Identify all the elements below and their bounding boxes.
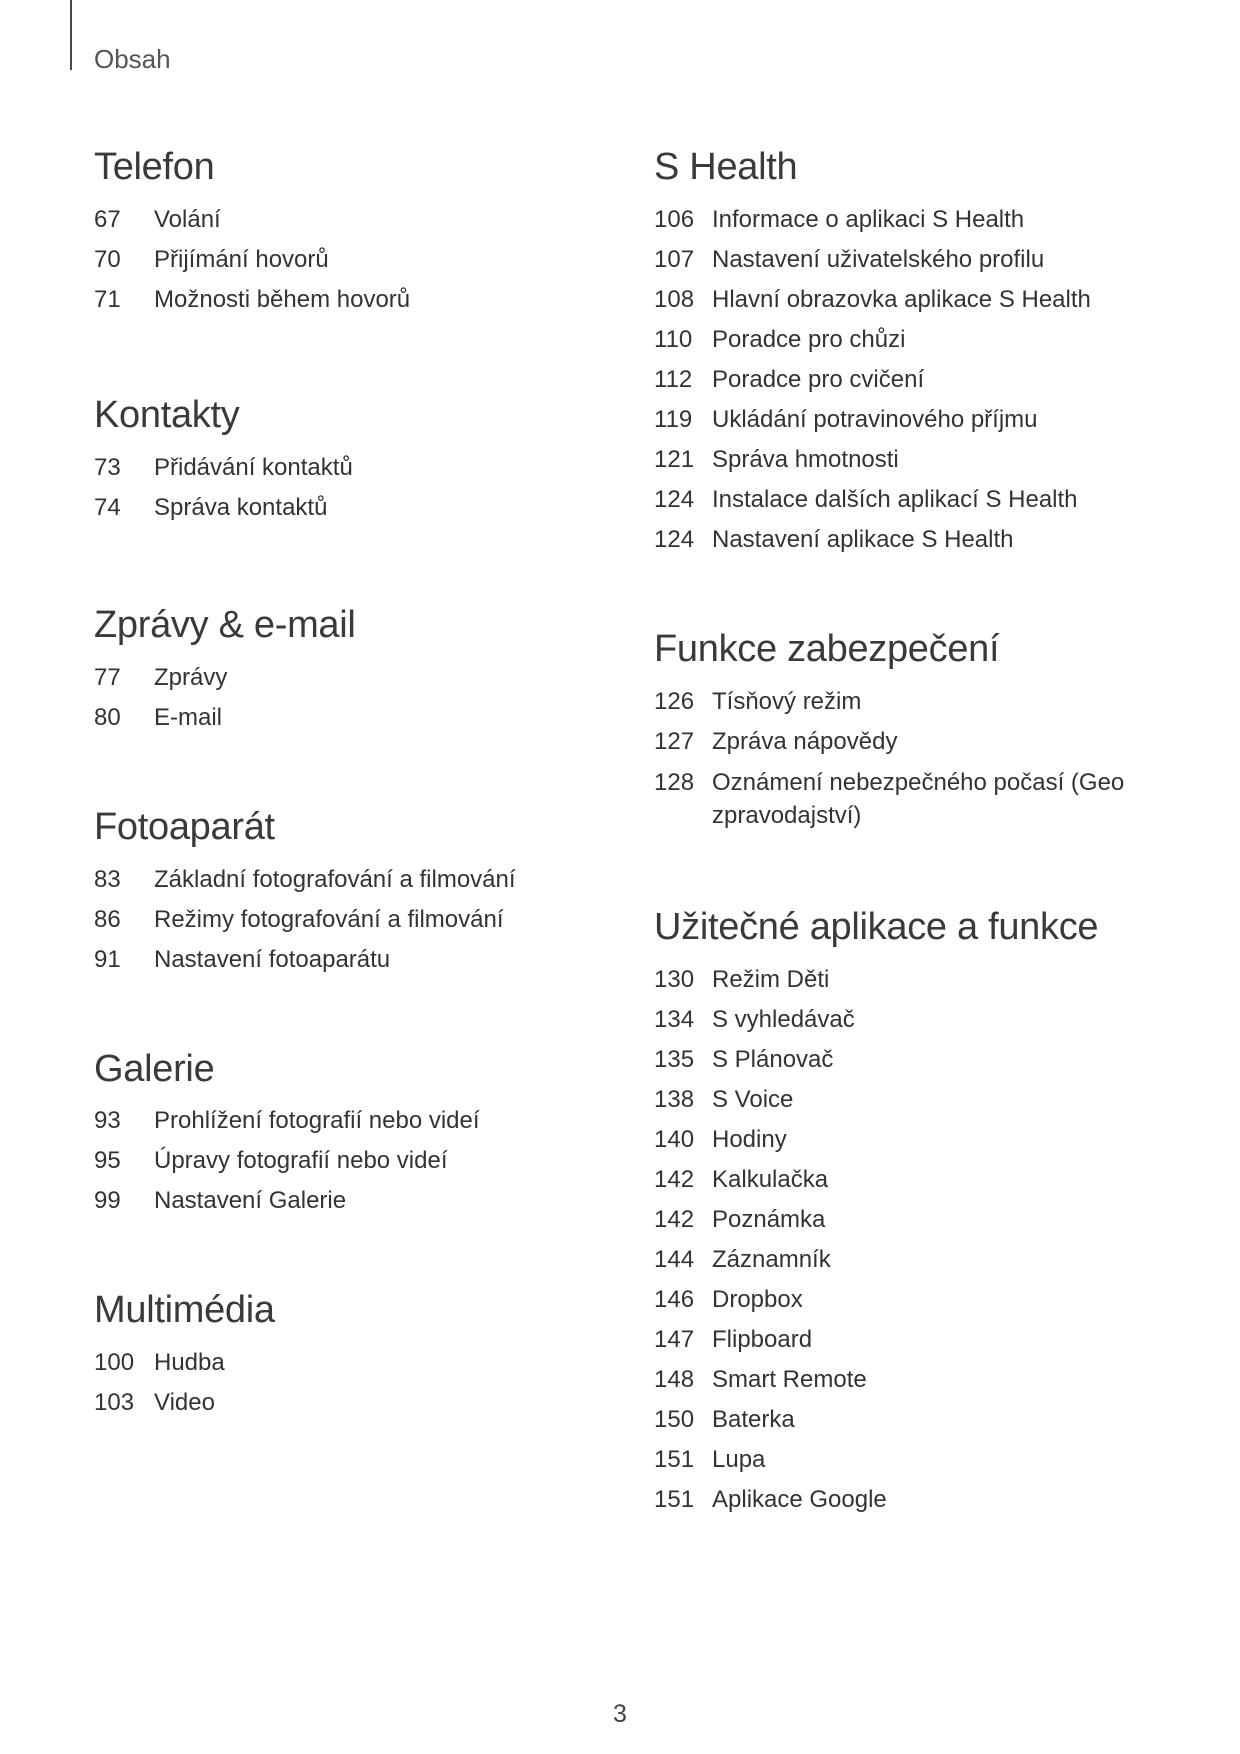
toc-entry-title: Záznamník [712, 1245, 831, 1273]
toc-entry[interactable] [654, 1040, 1214, 1080]
toc-page-number: 144 [654, 1245, 695, 1273]
toc-entry-title: Kalkulačka [712, 1165, 829, 1193]
toc-page-number: 67 [94, 205, 121, 233]
toc-entry-title: Správa hmotnosti [712, 445, 899, 473]
toc-page-number: 73 [94, 453, 121, 481]
toc-page-number: 74 [94, 493, 121, 521]
toc-entry-title: Přidávání kontaktů [154, 453, 353, 481]
toc-page-number: 147 [654, 1325, 695, 1353]
toc-entry-title: Režim Děti [712, 965, 830, 993]
toc-page-number: 99 [94, 1187, 121, 1215]
toc-page-number: 70 [94, 245, 121, 273]
toc-entry-title: Lupa [712, 1445, 766, 1473]
toc-entry[interactable] [654, 1200, 1214, 1240]
toc-page-number: 151 [654, 1445, 695, 1473]
toc-entry-title: Volání [154, 205, 221, 233]
toc-entry-title: Smart Remote [712, 1365, 867, 1393]
toc-entry[interactable] [94, 240, 614, 280]
toc-left-column [94, 148, 614, 1423]
toc-entry-title: Možnosti během hovorů [154, 285, 411, 313]
toc-page-number: 103 [94, 1389, 135, 1417]
toc-entry[interactable] [654, 360, 1214, 400]
toc-page-number: 95 [94, 1147, 121, 1175]
toc-entry-title: Úpravy fotografií nebo videí [154, 1147, 448, 1175]
toc-page-number: 142 [654, 1165, 695, 1193]
toc-entry[interactable] [654, 1440, 1214, 1480]
toc-page-number: 134 [654, 1005, 695, 1033]
toc-entry[interactable] [654, 1000, 1214, 1040]
section-heading: S Health [654, 146, 798, 188]
toc-entry-title: Prohlížení fotografií nebo videí [154, 1107, 480, 1135]
toc-page-number: 91 [94, 945, 121, 973]
toc-page-number: 110 [654, 325, 693, 353]
section-heading: Telefon [94, 146, 215, 188]
toc-entry[interactable] [94, 488, 614, 528]
toc-entry-title: S vyhledávač [712, 1005, 855, 1033]
toc-entry[interactable] [654, 1160, 1214, 1200]
toc-section [94, 148, 614, 320]
toc-page-number: 127 [654, 727, 695, 755]
toc-entry-title: Nastavení fotoaparátu [154, 945, 391, 973]
toc-section [94, 1291, 614, 1423]
toc-entry-title: Hodiny [712, 1125, 787, 1153]
toc-entry[interactable] [654, 1320, 1214, 1360]
toc-entry-title: Video [154, 1389, 215, 1417]
toc-entry-title: Poradce pro chůzi [712, 325, 906, 353]
toc-entry[interactable] [94, 900, 614, 940]
toc-page-number: 124 [654, 485, 695, 513]
toc-page-number: 126 [654, 687, 695, 715]
toc-section [94, 393, 614, 528]
toc-entry-title: Nastavení Galerie [154, 1187, 347, 1215]
toc-page-number: 142 [654, 1205, 695, 1233]
toc-entry-title: Tísňový režim [712, 687, 862, 715]
toc-page-number: 77 [94, 663, 121, 691]
toc-page-number: 108 [654, 285, 695, 313]
toc-entry[interactable] [94, 1101, 614, 1141]
toc-page-number: 93 [94, 1107, 121, 1135]
toc-section [654, 627, 1214, 832]
toc-page-number: 80 [94, 703, 121, 731]
toc-section [654, 148, 1214, 560]
section-heading: Galerie [94, 1047, 215, 1090]
toc-entry[interactable] [654, 240, 1214, 280]
header-rule [70, 0, 72, 70]
toc-entry-title: Poradce pro cvičení [712, 365, 925, 393]
toc-entry[interactable] [654, 1480, 1214, 1520]
toc-right-column [654, 148, 1214, 1520]
toc-section [94, 603, 614, 738]
section-heading: Zprávy & e-mail [94, 603, 356, 646]
toc-entry[interactable] [94, 860, 614, 900]
toc-entry[interactable] [94, 448, 614, 488]
toc-page-number: 150 [654, 1405, 695, 1433]
toc-entry[interactable] [654, 1360, 1214, 1400]
toc-entry[interactable] [654, 400, 1214, 440]
toc-entry[interactable] [654, 440, 1214, 480]
toc-entry[interactable] [654, 200, 1214, 240]
toc-entry-title: Zprávy [154, 663, 228, 691]
toc-section [94, 1047, 614, 1222]
toc-entry-title: Dropbox [712, 1285, 803, 1313]
toc-entry-title: Hlavní obrazovka aplikace S Health [712, 285, 1091, 313]
toc-page-number: 140 [654, 1125, 695, 1153]
toc-entry[interactable] [654, 480, 1214, 520]
toc-entry[interactable] [94, 1141, 614, 1181]
toc-entry[interactable] [654, 1400, 1214, 1440]
toc-entry-title: Přijímání hovorů [154, 245, 329, 273]
toc-page-number: 100 [94, 1349, 135, 1377]
toc-entry[interactable] [654, 1280, 1214, 1320]
toc-entry-title: Správa kontaktů [154, 493, 328, 521]
section-heading: Kontakty [94, 393, 240, 436]
toc-entry[interactable] [94, 1383, 614, 1423]
toc-entry-title: Instalace dalších aplikací S Health [712, 485, 1078, 513]
toc-page-number: 112 [654, 365, 693, 393]
toc-entry[interactable] [654, 722, 1214, 762]
toc-entry-title: E-mail [154, 703, 223, 731]
toc-entry[interactable] [654, 1120, 1214, 1160]
toc-entry[interactable] [94, 658, 614, 698]
toc-entry-title: Zpráva nápovědy [712, 727, 898, 755]
toc-page-number: 128 [654, 768, 695, 796]
toc-page-number: 124 [654, 525, 695, 553]
toc-entry-title: Režimy fotografování a filmování [154, 905, 504, 933]
toc-page-number: 107 [654, 245, 695, 273]
toc-entry[interactable] [94, 280, 614, 320]
toc-entry-title: Aplikace Google [712, 1485, 887, 1513]
toc-entry[interactable] [654, 682, 1214, 722]
toc-page-number: 151 [654, 1485, 695, 1513]
toc-page-number: 106 [654, 205, 695, 233]
toc-page-number: 119 [654, 405, 693, 433]
toc-entry-title: Ukládání potravinového příjmu [712, 405, 1038, 433]
toc-page-number: 146 [654, 1285, 695, 1313]
toc-entry[interactable] [654, 520, 1214, 560]
section-heading: Užitečné aplikace a funkce [654, 905, 1099, 948]
page-number: 3 [613, 1700, 627, 1728]
toc-entry[interactable] [654, 960, 1214, 1000]
toc-section [654, 905, 1214, 1520]
toc-section [94, 805, 614, 980]
toc-entry-title: Flipboard [712, 1325, 813, 1353]
toc-entry[interactable] [654, 1240, 1214, 1280]
toc-entry-title: Hudba [154, 1349, 225, 1377]
page-header: Obsah [94, 44, 171, 74]
toc-page-number: 83 [94, 865, 121, 893]
toc-entry[interactable] [654, 280, 1214, 320]
toc-page-number: 148 [654, 1365, 695, 1393]
toc-entry-title: Nastavení uživatelského profilu [712, 245, 1045, 273]
toc-entry[interactable] [94, 698, 614, 738]
toc-entry[interactable] [94, 1181, 614, 1221]
toc-entry[interactable] [654, 1080, 1214, 1120]
toc-page-number: 138 [654, 1085, 695, 1113]
toc-page-number: 135 [654, 1045, 695, 1073]
toc-page-number: 86 [94, 905, 121, 933]
toc-entry-title: Poznámka [712, 1205, 826, 1233]
section-heading: Funkce zabezpečení [654, 627, 1000, 670]
toc-entry[interactable] [94, 200, 614, 240]
toc-entry[interactable] [94, 1343, 614, 1383]
toc-entry-title: Informace o aplikaci S Health [712, 205, 1025, 233]
toc-page-number: 130 [654, 965, 695, 993]
toc-entry-title: Základní fotografování a filmování [154, 865, 516, 893]
toc-entry[interactable] [94, 940, 614, 980]
toc-entry-title: Oznámení nebezpečného počasí (Geo zpravodajství) [712, 768, 1125, 829]
toc-entry-title: S Voice [712, 1085, 794, 1113]
toc-entry-title: Nastavení aplikace S Health [712, 525, 1014, 553]
toc-entry-title: S Plánovač [712, 1045, 834, 1073]
toc-page-number: 71 [94, 285, 121, 313]
toc-entry[interactable] [654, 320, 1214, 360]
toc-entry[interactable] [654, 762, 1214, 832]
toc-page-number: 121 [654, 445, 695, 473]
section-heading: Multimédia [94, 1289, 275, 1332]
section-heading: Fotoaparát [94, 805, 275, 848]
toc-entry-title: Baterka [712, 1405, 795, 1433]
